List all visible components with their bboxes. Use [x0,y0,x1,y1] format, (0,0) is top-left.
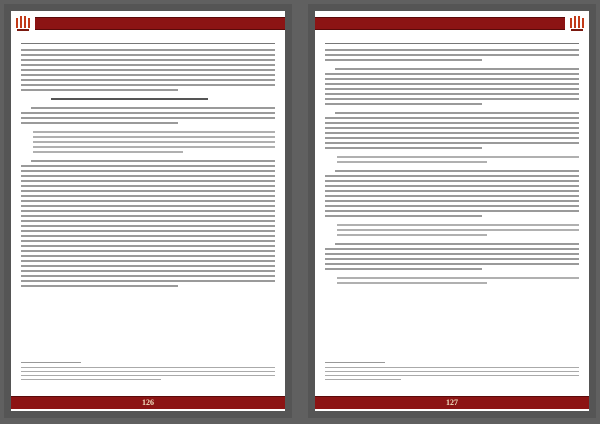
left-page-sheet [11,11,285,411]
right-header-banner [315,17,565,30]
right-footnotes [325,367,579,391]
left-page-header [11,11,285,33]
left-section-rule [21,43,275,44]
left-page [4,4,292,418]
right-section-title [315,33,589,43]
left-footer-banner [11,396,285,409]
left-page-number: 126 [142,398,154,407]
right-footer-banner [315,396,589,409]
menorah-icon [567,12,587,32]
right-page [308,4,596,418]
left-header-banner [35,17,285,30]
left-footnote-rule [21,362,81,363]
left-footnotes [21,367,275,391]
right-page-sheet [315,11,589,411]
right-body-text [325,49,579,355]
left-section-title [11,33,285,43]
left-body-text [21,49,275,355]
right-page-header [315,11,589,33]
right-page-number: 127 [446,398,458,407]
right-footnote-rule [325,362,385,363]
right-section-rule [325,43,579,44]
menorah-icon [13,12,33,32]
